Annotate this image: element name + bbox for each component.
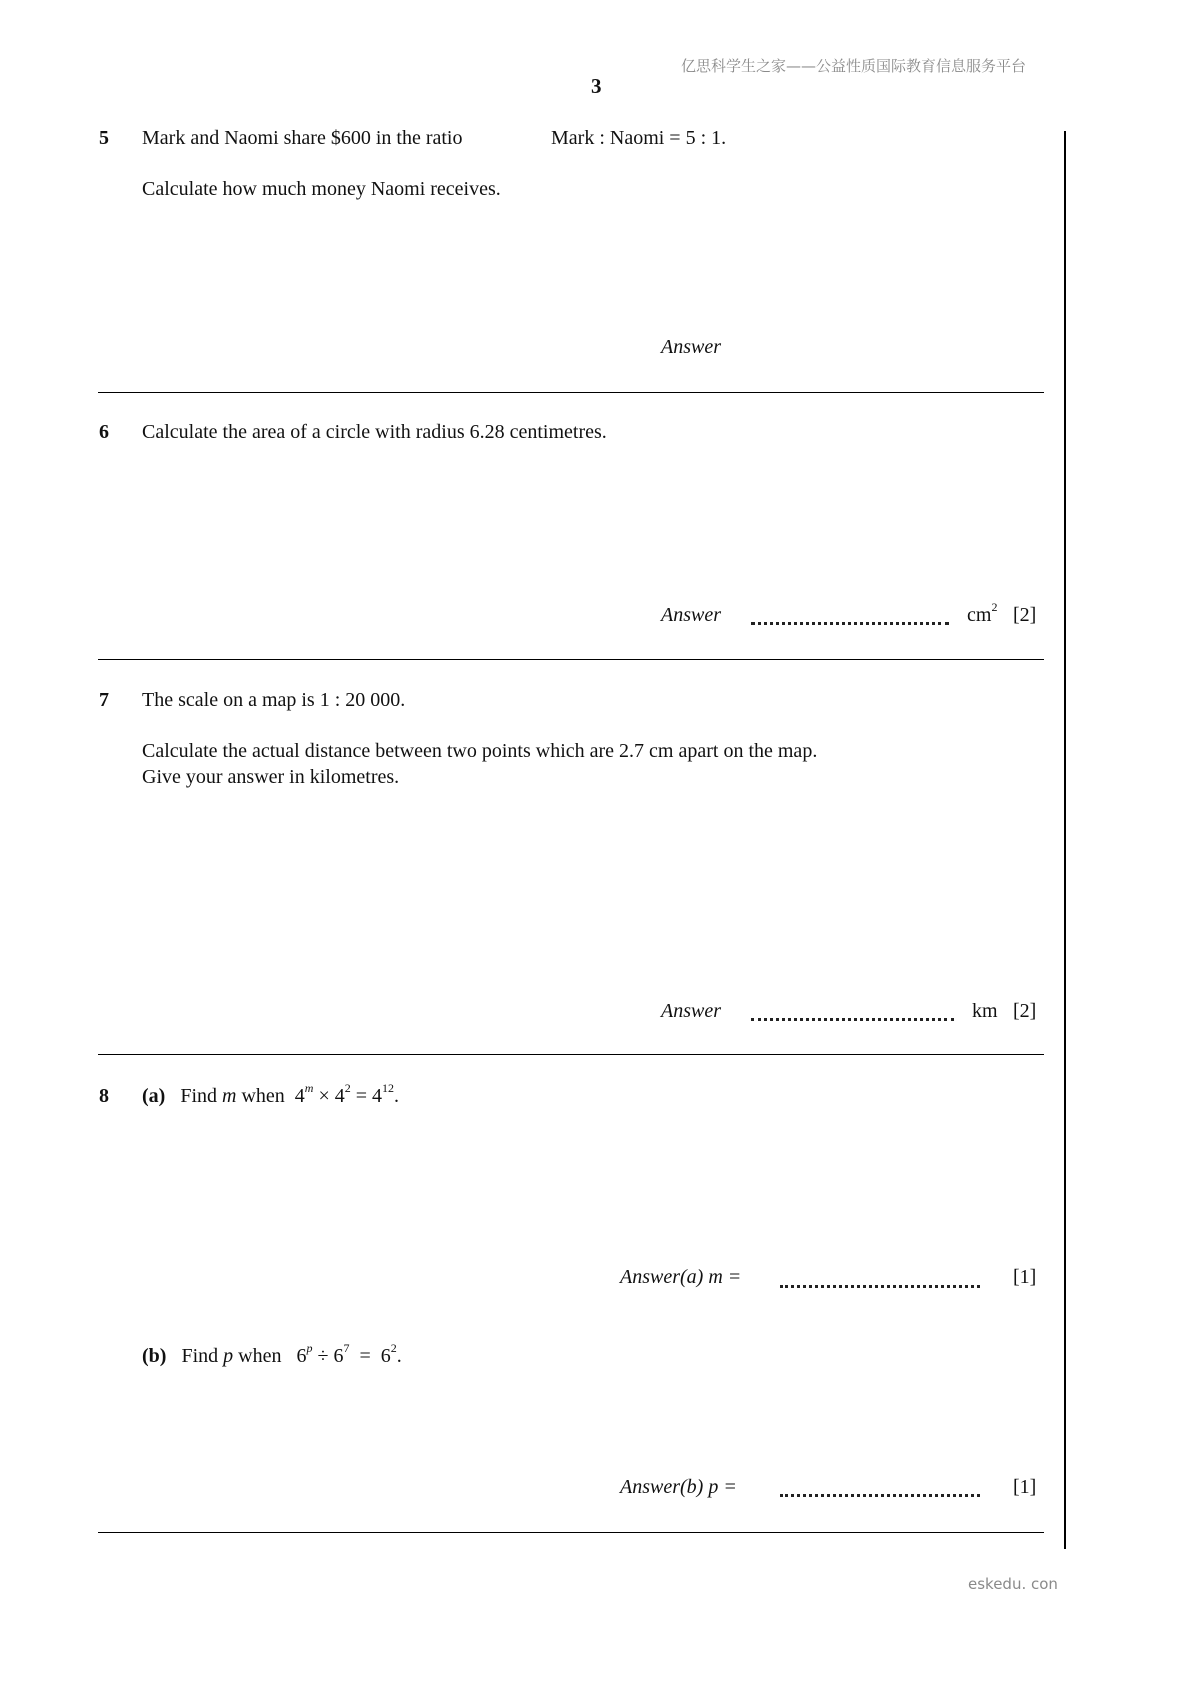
question-5-number: 5 [99, 127, 109, 149]
question-6-answer-line[interactable] [751, 622, 949, 625]
footer-watermark: eskedu. con [968, 1575, 1058, 1593]
question-7-instruction-2: Give your answer in kilometres. [142, 766, 400, 788]
question-8a-answer-line[interactable] [780, 1285, 980, 1288]
question-8a-answer-label: Answer(a) m = [620, 1266, 742, 1288]
question-5-answer-label: Answer [661, 336, 721, 358]
divider [98, 1532, 1044, 1533]
question-7-answer-line[interactable] [751, 1018, 954, 1021]
question-8a-label: (a) [142, 1085, 166, 1107]
right-margin-line [1064, 131, 1066, 1549]
question-7-marks: [2] [1013, 1000, 1037, 1022]
question-8b-answer-line[interactable] [780, 1494, 980, 1497]
question-8b-text: (b) Find p when $6^p \div 6^7 = 6^2$. [142, 1341, 402, 1367]
question-7-answer-label: Answer [661, 1000, 721, 1022]
question-8a-marks: [1] [1013, 1266, 1037, 1288]
question-8b-answer-label: Answer(b) p = [620, 1476, 737, 1498]
question-6-text: Calculate the area of a circle with radius 6.28 centimetres. [142, 421, 607, 443]
divider [98, 1054, 1044, 1055]
question-5-text: Mark and Naomi share $600 in the ratio [142, 127, 463, 149]
question-7-text: The scale on a map is 1 : 20 000. [142, 689, 406, 711]
question-7-instruction: Calculate the actual distance between two points which are 2.7 cm apart on the map. [142, 740, 818, 762]
page-number: 3 [591, 74, 602, 98]
question-5-ratio: Mark : Naomi = 5 : 1. [551, 127, 727, 149]
header-watermark: 亿思科学生之家——公益性质国际教育信息服务平台 [681, 57, 1027, 75]
divider [98, 392, 1044, 393]
question-6-marks: [2] [1013, 604, 1037, 626]
question-6-answer-label: Answer [661, 604, 721, 626]
question-8b-marks: [1] [1013, 1476, 1037, 1498]
question-5-instruction: Calculate how much money Naomi receives. [142, 178, 501, 200]
question-6-number: 6 [99, 421, 109, 443]
question-8b-label: (b) [142, 1345, 167, 1367]
question-8a-text: (a) Find m when $4^m \times 4^2 = 4^{12}$. [142, 1081, 400, 1107]
question-6-unit: $cm^2$ [967, 600, 998, 626]
question-7-number: 7 [99, 689, 109, 711]
question-8-number: 8 [99, 1085, 109, 1107]
question-7-unit: km [972, 1000, 998, 1022]
divider [98, 659, 1044, 660]
